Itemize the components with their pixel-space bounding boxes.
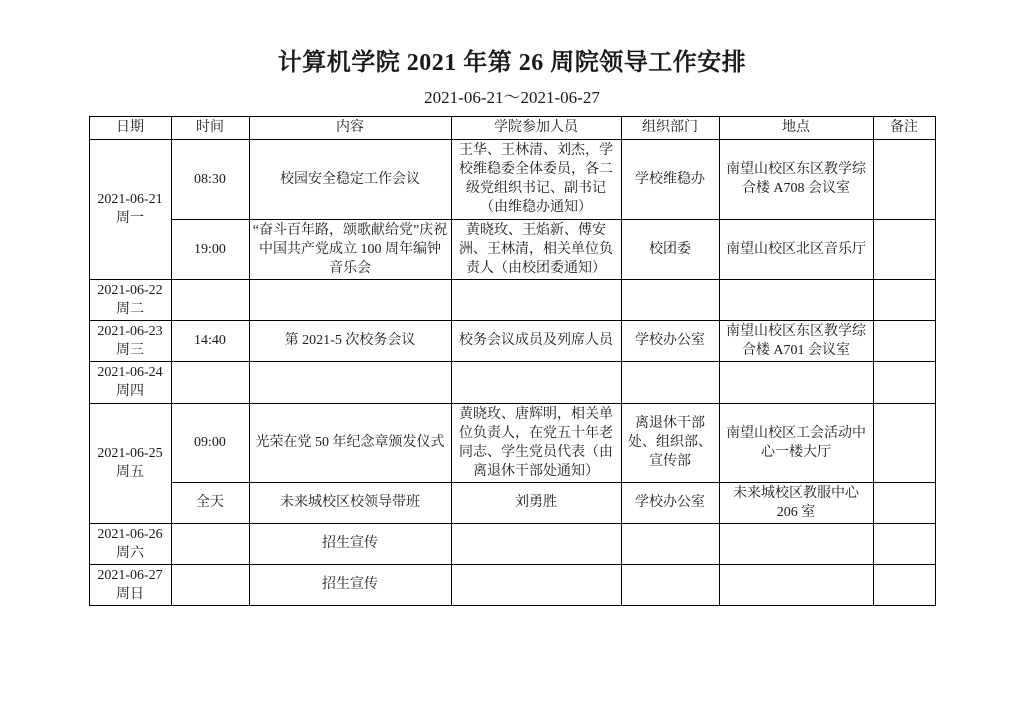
cell-note [873, 523, 935, 564]
cell-note [873, 564, 935, 605]
cell-date [89, 279, 171, 320]
date-text: 2021-06-22 [97, 282, 163, 298]
cell-location [719, 523, 873, 564]
document-date-range: 2021-06-21～2021-06-27 [424, 88, 600, 108]
col-header-date: 日期 [89, 116, 171, 139]
cell-department: 学校维稳办 [621, 139, 719, 219]
cell-date [89, 564, 171, 605]
cell-content: 光荣在党 50 年纪念章颁发仪式 [249, 403, 451, 482]
cell-time: 08:30 [171, 139, 249, 219]
cell-note [873, 279, 935, 320]
date-text: 2021-06-25 [97, 446, 163, 462]
cell-participants [451, 361, 621, 403]
col-header-participants: 学院参加人员 [451, 116, 621, 139]
date-text: 2021-06-27 [97, 567, 163, 583]
cell-date [89, 361, 171, 403]
col-header-location: 地点 [719, 116, 873, 139]
table-row [89, 139, 935, 219]
cell-participants [451, 523, 621, 564]
cell-department: 校团委 [621, 219, 719, 279]
cell-note [873, 361, 935, 403]
cell-time [171, 523, 249, 564]
cell-content: 招生宣传 [249, 564, 451, 605]
table-row [89, 361, 935, 403]
cell-location: 南望山校区东区教学综合楼 A708 会议室 [719, 139, 873, 219]
cell-date [89, 320, 171, 361]
table-row [89, 523, 935, 564]
cell-location [719, 361, 873, 403]
cell-note [873, 320, 935, 361]
schedule-table [89, 116, 936, 606]
cell-location: 南望山校区北区音乐厅 [719, 219, 873, 279]
cell-time: 全天 [171, 482, 249, 523]
cell-department [621, 523, 719, 564]
cell-content: “奋斗百年路，颂歌献给党”庆祝中国共产党成立 100 周年编钟音乐会 [249, 219, 451, 279]
table-row [89, 320, 935, 361]
weekday-text: 周四 [116, 384, 144, 400]
cell-time: 19:00 [171, 219, 249, 279]
cell-participants [451, 564, 621, 605]
col-header-time: 时间 [171, 116, 249, 139]
cell-time [171, 361, 249, 403]
date-text: 2021-06-21 [97, 192, 163, 208]
cell-participants: 黄晓玫、王焰新、傅安洲、王林清，相关单位负责人（由校团委通知） [451, 219, 621, 279]
weekday-text: 周六 [116, 545, 144, 561]
cell-location: 南望山校区工会活动中心一楼大厅 [719, 403, 873, 482]
cell-note [873, 482, 935, 523]
weekday-text: 周五 [116, 465, 144, 481]
cell-location: 南望山校区东区教学综合楼 A701 会议室 [719, 320, 873, 361]
cell-note [873, 219, 935, 279]
cell-note [873, 403, 935, 482]
cell-note [873, 139, 935, 219]
weekday-text: 周日 [116, 586, 144, 602]
cell-content: 校园安全稳定工作会议 [249, 139, 451, 219]
cell-time: 09:00 [171, 403, 249, 482]
table-row [89, 279, 935, 320]
cell-location [719, 279, 873, 320]
cell-department [621, 279, 719, 320]
cell-participants: 刘勇胜 [451, 482, 621, 523]
date-text: 2021-06-24 [97, 365, 163, 381]
cell-department: 学校办公室 [621, 482, 719, 523]
cell-date [89, 403, 171, 523]
weekday-text: 周二 [116, 301, 144, 317]
weekday-text: 周三 [116, 342, 144, 358]
cell-department [621, 361, 719, 403]
table-row [89, 564, 935, 605]
table-row [89, 219, 935, 279]
cell-location: 未来城校区教服中心 206 室 [719, 482, 873, 523]
cell-department: 离退休干部处、组织部、宣传部 [621, 403, 719, 482]
cell-content: 招生宣传 [249, 523, 451, 564]
cell-content [249, 279, 451, 320]
cell-date [89, 139, 171, 279]
cell-date [89, 523, 171, 564]
cell-content [249, 361, 451, 403]
cell-department [621, 564, 719, 605]
cell-participants: 校务会议成员及列席人员 [451, 320, 621, 361]
table-row [89, 482, 935, 523]
cell-time: 14:40 [171, 320, 249, 361]
cell-time [171, 564, 249, 605]
weekday-text: 周一 [116, 211, 144, 227]
date-text: 2021-06-26 [97, 526, 163, 542]
table-row [89, 403, 935, 482]
date-text: 2021-06-23 [97, 323, 163, 339]
cell-participants [451, 279, 621, 320]
cell-content: 第 2021-5 次校务会议 [249, 320, 451, 361]
document-title: 计算机学院 2021 年第 26 周院领导工作安排 [277, 50, 747, 76]
col-header-content: 内容 [249, 116, 451, 139]
header-row [89, 116, 935, 139]
cell-location [719, 564, 873, 605]
cell-participants: 王华、王林清、刘杰，学校维稳委全体委员，各二级党组织书记、副书记（由维稳办通知） [451, 139, 621, 219]
cell-content: 未来城校区校领导带班 [249, 482, 451, 523]
cell-participants: 黄晓玫、唐辉明，相关单位负责人，在党五十年老同志、学生党员代表（由离退休干部处通知） [451, 403, 621, 482]
cell-department: 学校办公室 [621, 320, 719, 361]
col-header-note: 备注 [873, 116, 935, 139]
cell-time [171, 279, 249, 320]
col-header-department: 组织部门 [621, 116, 719, 139]
